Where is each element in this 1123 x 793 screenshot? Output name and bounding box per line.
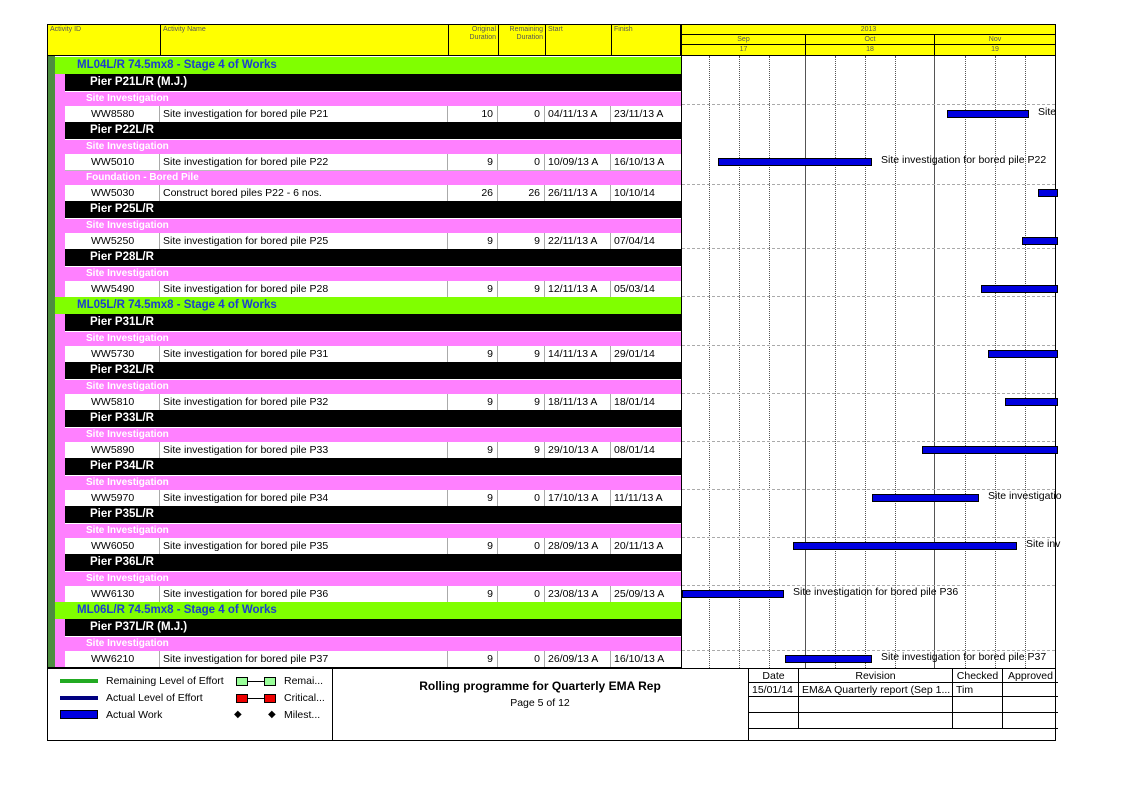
start-date: 22/11/13 A: [545, 233, 611, 249]
rev-approved: [1003, 683, 1058, 697]
remaining-duration: 0: [498, 154, 545, 170]
pier-band-p31[interactable]: Pier P31L/R: [65, 314, 681, 331]
original-duration: 9: [448, 154, 498, 170]
rev-empty-cell: [799, 713, 953, 729]
legend-critical: Critical...: [284, 692, 325, 704]
activity-id: WW5490: [65, 281, 160, 297]
gantt-bar-label: Site investigatio: [988, 490, 1062, 502]
col-activity-name[interactable]: Activity Name: [161, 25, 449, 55]
start-date: 26/09/13 A: [545, 651, 611, 667]
gantt-bar-label: Site inv: [1026, 538, 1061, 550]
group-site-investigation[interactable]: Site Investigation: [65, 332, 681, 346]
activity-row[interactable]: [65, 394, 681, 411]
gantt-bar[interactable]: [981, 285, 1058, 293]
timeline-month: Sep: [682, 35, 806, 44]
gantt-bar[interactable]: [1005, 398, 1058, 406]
group-foundation-bored-pile[interactable]: Foundation - Bored Pile: [65, 171, 681, 185]
row-gridline: [682, 441, 1055, 442]
activity-id: WW5970: [65, 490, 160, 506]
col-finish[interactable]: Finish: [614, 26, 633, 33]
activity-id: WW6210: [65, 651, 160, 667]
gantt-bar[interactable]: [793, 542, 1017, 550]
remaining-duration: 0: [498, 586, 545, 602]
start-date: 29/10/13 A: [545, 442, 611, 458]
indent-strip: [55, 74, 65, 297]
start-date: 14/11/13 A: [545, 346, 611, 362]
legend-remaining-loe: Remaining Level of Effort: [106, 675, 224, 687]
day-gridline: [1025, 56, 1026, 668]
activity-name: Site investigation for bored pile P35: [160, 538, 448, 554]
actual-loe-swatch: [60, 696, 98, 700]
remaining-duration: 9: [498, 233, 545, 249]
gantt-bar[interactable]: [872, 494, 979, 502]
group-site-investigation[interactable]: Site Investigation: [65, 380, 681, 394]
rev-header-approved: Approved: [1003, 669, 1058, 683]
activity-id: WW5890: [65, 442, 160, 458]
rev-empty-cell: [749, 697, 799, 713]
rev-empty-cell: [749, 713, 799, 729]
remaining-duration: 9: [498, 394, 545, 410]
legend-actual-work: Actual Work: [106, 709, 163, 721]
remaining-loe-swatch: [60, 679, 98, 683]
activity-id: WW5030: [65, 185, 160, 201]
activity-id: WW6050: [65, 538, 160, 554]
original-duration: 9: [448, 586, 498, 602]
activity-name: Construct bored piles P22 - 6 nos.: [160, 185, 448, 201]
row-gridline: [682, 248, 1055, 249]
col-start[interactable]: Start: [546, 25, 612, 55]
report-footer: [47, 668, 1056, 741]
remaining-duration: 0: [498, 490, 545, 506]
row-gridline: [682, 537, 1055, 538]
activity-row[interactable]: [65, 346, 681, 363]
pier-band-p36[interactable]: Pier P36L/R: [65, 554, 681, 571]
report-title-box: [332, 669, 748, 740]
legend: [48, 669, 333, 740]
wbs-band-ml05[interactable]: ML05L/R 74.5mx8 - Stage 4 of Works: [55, 297, 681, 314]
finish-date: 18/01/14: [614, 396, 655, 408]
activity-row[interactable]: [65, 281, 681, 298]
gantt-bar[interactable]: [1038, 189, 1058, 197]
pier-band-p21[interactable]: Pier P21L/R (M.J.): [65, 74, 681, 91]
activity-row[interactable]: [65, 651, 681, 668]
page-indicator: Page 5 of 12: [510, 697, 570, 709]
gantt-bar-label: Site investigation for bored pile P36: [793, 586, 959, 598]
group-site-investigation[interactable]: Site Investigation: [65, 572, 681, 586]
activity-name: Site investigation for bored pile P31: [160, 346, 448, 362]
remaining-duration: 9: [498, 346, 545, 362]
timeline-month: Oct: [806, 35, 935, 44]
finish-date: 25/09/13 A: [614, 588, 665, 600]
col-original-duration[interactable]: Original Duration: [449, 25, 499, 55]
timeline-year-row: [682, 25, 1055, 35]
gantt-bar-label: Site: [1038, 106, 1057, 118]
milestone-diamond-icon: ◆: [234, 709, 242, 720]
gantt-bar[interactable]: [785, 655, 872, 663]
activity-name: Site investigation for bored pile P22: [160, 154, 448, 170]
activity-name: Site investigation for bored pile P36: [160, 586, 448, 602]
gantt-bar[interactable]: [947, 110, 1029, 118]
group-site-investigation[interactable]: Site Investigation: [65, 267, 681, 281]
activity-id: WW5010: [65, 154, 160, 170]
row-gridline: [682, 345, 1055, 346]
activity-row[interactable]: [65, 538, 681, 555]
gantt-bar[interactable]: [1022, 237, 1058, 245]
col-activity-id[interactable]: Activity ID: [48, 25, 161, 55]
month-gridline: [805, 56, 806, 668]
activity-name: Site investigation for bored pile P25: [160, 233, 448, 249]
pier-band-p33[interactable]: Pier P33L/R: [65, 410, 681, 427]
timeline-month: Nov: [988, 36, 1002, 43]
activity-row[interactable]: [65, 490, 681, 507]
group-site-investigation[interactable]: Site Investigation: [65, 140, 681, 154]
activity-row[interactable]: [65, 154, 681, 171]
activity-name: Site investigation for bored pile P28: [160, 281, 448, 297]
group-site-investigation[interactable]: Site Investigation: [65, 637, 681, 651]
column-header: [47, 24, 681, 56]
timeline-week: 17: [682, 45, 806, 55]
wbs-left-strip: [47, 56, 55, 668]
finish-date: 29/01/14: [614, 348, 655, 360]
activity-row[interactable]: [65, 185, 681, 202]
rev-checked: Tim: [953, 683, 1003, 697]
start-date: 12/11/13 A: [545, 281, 611, 297]
start-date: 26/11/13 A: [545, 185, 611, 201]
pier-band-p37[interactable]: Pier P37L/R (M.J.): [65, 619, 681, 636]
wbs-band-ml06[interactable]: ML06L/R 74.5mx8 - Stage 4 of Works: [55, 602, 681, 619]
gantt-bar-label: Site investigation for bored pile P37: [881, 651, 1047, 663]
gantt-page: [47, 24, 1062, 741]
finish-date: 10/10/14: [614, 187, 655, 199]
legend-milestone: Milest...: [284, 709, 321, 721]
start-date: 17/10/13 A: [545, 490, 611, 506]
remaining-duration: 0: [498, 538, 545, 554]
revision-table: [748, 669, 1058, 740]
gantt-bar[interactable]: [922, 446, 1058, 454]
original-duration: 9: [448, 538, 498, 554]
group-site-investigation[interactable]: Site Investigation: [65, 428, 681, 442]
finish-date: 20/11/13 A: [614, 540, 664, 552]
month-gridline: [934, 56, 935, 668]
group-site-investigation[interactable]: Site Investigation: [65, 219, 681, 233]
day-gridline: [895, 56, 896, 668]
activity-id: WW8580: [65, 106, 160, 122]
timeline-week: 18: [806, 45, 935, 55]
activity-name: Site investigation for bored pile P33: [160, 442, 448, 458]
rev-header-date: Date: [749, 669, 799, 683]
day-gridline: [709, 56, 710, 668]
original-duration: 9: [448, 346, 498, 362]
activity-row[interactable]: [65, 586, 681, 603]
gantt-bar-label: Site investigation for bored pile P22: [881, 154, 1047, 166]
timeline-week-row: [682, 45, 1055, 55]
day-gridline: [995, 56, 996, 668]
activity-id: WW5730: [65, 346, 160, 362]
wbs-band-ml04[interactable]: ML04L/R 74.5mx8 - Stage 4 of Works: [55, 57, 681, 74]
original-duration: 26: [448, 185, 498, 201]
indent-strip: [55, 619, 65, 668]
critical-swatch: [236, 694, 276, 703]
row-gridline: [682, 184, 1055, 185]
remaining-duration: 26: [498, 185, 545, 201]
activity-row[interactable]: [65, 442, 681, 459]
original-duration: 10: [448, 106, 498, 122]
original-duration: 9: [448, 281, 498, 297]
original-duration: 9: [448, 233, 498, 249]
activity-row[interactable]: [65, 106, 681, 123]
activity-name: Site investigation for bored pile P21: [160, 106, 448, 122]
rev-description: EM&A Quarterly report (Sep 1...: [799, 683, 953, 697]
finish-date: 08/01/14: [614, 444, 655, 456]
rev-header-checked: Checked: [953, 669, 1003, 683]
actual-work-swatch: [60, 710, 98, 719]
timeline-year: 2013: [860, 26, 877, 33]
start-date: 23/08/13 A: [545, 586, 611, 602]
rev-empty-cell: [799, 697, 953, 713]
remaining-duration: 0: [498, 651, 545, 667]
group-site-investigation[interactable]: Site Investigation: [65, 524, 681, 538]
activity-id: WW5810: [65, 394, 160, 410]
rev-date: 15/01/14: [749, 683, 799, 697]
rev-header-revision: Revision: [799, 669, 953, 683]
original-duration: 9: [448, 490, 498, 506]
rev-empty-cell: [1003, 713, 1058, 729]
start-date: 04/11/13 A: [545, 106, 611, 122]
original-duration: 9: [448, 651, 498, 667]
finish-date: 07/04/14: [614, 235, 655, 247]
rev-empty-cell: [953, 697, 1003, 713]
rev-empty-cell: [1003, 697, 1058, 713]
activity-name: Site investigation for bored pile P37: [160, 651, 448, 667]
pier-band-p28[interactable]: Pier P28L/R: [65, 249, 681, 266]
day-gridline: [865, 56, 866, 668]
remaining-swatch: [236, 677, 276, 686]
group-site-investigation[interactable]: Site Investigation: [65, 476, 681, 490]
row-gridline: [682, 296, 1055, 297]
finish-date: 23/11/13 A: [614, 108, 664, 120]
timeline-header: [681, 24, 1056, 56]
day-gridline: [835, 56, 836, 668]
start-date: 18/11/13 A: [545, 394, 611, 410]
timeline-week: 19: [991, 46, 999, 53]
gantt-bar[interactable]: [718, 158, 872, 166]
finish-date: 05/03/14: [614, 283, 655, 295]
col-remaining-duration[interactable]: Remaining Duration: [499, 25, 546, 55]
indent-strip: [55, 314, 65, 602]
activity-name: Site investigation for bored pile P32: [160, 394, 448, 410]
day-gridline: [965, 56, 966, 668]
gantt-timeline[interactable]: [681, 56, 1062, 668]
pier-band-p32[interactable]: Pier P32L/R: [65, 362, 681, 379]
gantt-bar[interactable]: [988, 350, 1058, 358]
row-gridline: [682, 104, 1055, 105]
activity-name: Site investigation for bored pile P34: [160, 490, 448, 506]
start-date: 10/09/13 A: [545, 154, 611, 170]
row-gridline: [682, 393, 1055, 394]
remaining-duration: 9: [498, 281, 545, 297]
remaining-duration: 0: [498, 106, 545, 122]
finish-date: 11/11/13 A: [614, 492, 663, 504]
day-gridline: [739, 56, 740, 668]
activity-row[interactable]: [65, 233, 681, 250]
gantt-bar[interactable]: [682, 590, 784, 598]
rev-empty-cell: [953, 713, 1003, 729]
day-gridline: [769, 56, 770, 668]
legend-remaining: Remai...: [284, 675, 324, 687]
milestone-diamond-icon: ◆: [268, 709, 276, 720]
original-duration: 9: [448, 442, 498, 458]
finish-date: 16/10/13 A: [614, 653, 665, 665]
activity-id: WW5250: [65, 233, 160, 249]
original-duration: 9: [448, 394, 498, 410]
pier-band-p34[interactable]: Pier P34L/R: [65, 458, 681, 475]
legend-actual-loe: Actual Level of Effort: [106, 692, 203, 704]
activity-id: WW6130: [65, 586, 160, 602]
timeline-month-row: [682, 35, 1055, 45]
start-date: 28/09/13 A: [545, 538, 611, 554]
remaining-duration: 9: [498, 442, 545, 458]
pier-band-p25[interactable]: Pier P25L/R: [65, 201, 681, 218]
pier-band-p22[interactable]: Pier P22L/R: [65, 122, 681, 139]
report-title: Rolling programme for Quarterly EMA Rep: [419, 679, 661, 693]
pier-band-p35[interactable]: Pier P35L/R: [65, 506, 681, 523]
group-site-investigation[interactable]: Site Investigation: [65, 92, 681, 106]
finish-date: 16/10/13 A: [614, 156, 665, 168]
